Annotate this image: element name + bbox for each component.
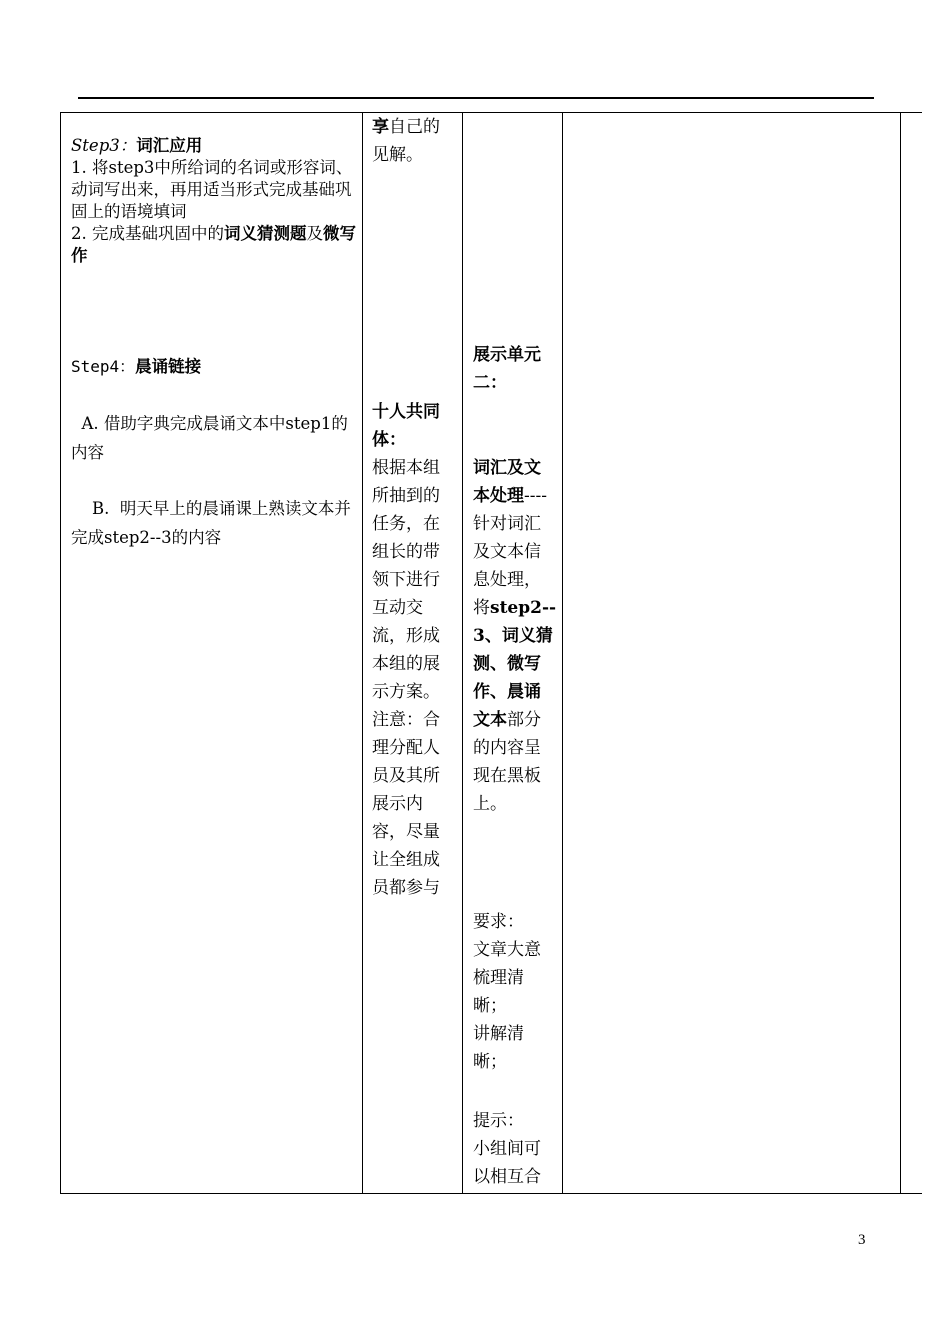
requirements-block <box>473 908 557 1076</box>
step3-title-cn: 词汇应用 <box>136 136 203 155</box>
column-divider-2 <box>462 113 463 1193</box>
col2-top-rest: 自己的见解。 <box>372 117 440 165</box>
requirement-2: 讲解清晰； <box>473 1024 524 1072</box>
vocab-text-a: ----针对词汇及文本信息处理，将 <box>473 486 547 618</box>
step3-item-1: 1. 将step3中所给词的名词或形容词、动词写出来，再用适当形式完成基础巩固上的语境填词 <box>71 158 353 221</box>
group-body: 根据本组所抽到的任务，在组长的带领下进行互动交流，形成本组的展示方案。注意：合理分配人员及其所展示内容，尽量让全组成员都参与 <box>372 458 440 898</box>
unit-title <box>473 341 557 397</box>
step4-item-a: A. 借助字典完成晨诵文本中step1的内容 <box>71 414 348 462</box>
vocab-title: 词汇及文本处理 <box>473 458 541 506</box>
step3-item-2 <box>71 223 361 267</box>
step3-item-2-bold-1: 词义猜测题 <box>224 224 307 243</box>
column-divider-3 <box>562 113 563 1193</box>
vocab-block <box>473 454 557 818</box>
step4-title-cn: 晨诵链接 <box>135 357 202 376</box>
requirements-label: 要求： <box>473 912 524 932</box>
step4-title-en: Step4： <box>71 357 136 376</box>
group-title-text: 十人共同体： <box>372 402 440 450</box>
header-rule <box>78 97 874 99</box>
column-divider-1 <box>362 113 363 1193</box>
hint-label: 提示： <box>473 1111 524 1131</box>
step3-item-2-text: 2. 完成基础巩固中的 <box>71 224 224 243</box>
col2-top-text <box>372 113 456 169</box>
hint-block <box>473 1107 557 1191</box>
step3-item-2-bold-2: 微写作 <box>71 224 356 265</box>
step3-title <box>71 135 361 157</box>
step3-title-en: Step3： <box>71 136 137 155</box>
step3-block <box>71 135 361 267</box>
lesson-plan-table <box>60 112 922 1194</box>
vocab-bold-b: step2--3、词义猜测、微写作、晨诵文本 <box>473 598 557 730</box>
page-number: 3 <box>858 1232 866 1248</box>
unit-title-text: 展示单元二： <box>473 345 541 393</box>
step4-title <box>71 353 361 381</box>
step3-item-2-mid: 及 <box>306 224 323 243</box>
table-border-left <box>60 113 61 1193</box>
col2-top-bold: 享 <box>372 117 389 137</box>
vocab-text-c: 部分的内容呈现在黑板上。 <box>473 710 541 814</box>
requirement-1: 文章大意梳理清晰； <box>473 940 541 1016</box>
hint-1: 小组间可以相互合 <box>473 1139 541 1187</box>
column-divider-4 <box>900 113 901 1193</box>
step4-item-b: B. 明天早上的晨诵课上熟读文本并完成step2--3的内容 <box>71 499 351 547</box>
group-title <box>372 398 456 454</box>
